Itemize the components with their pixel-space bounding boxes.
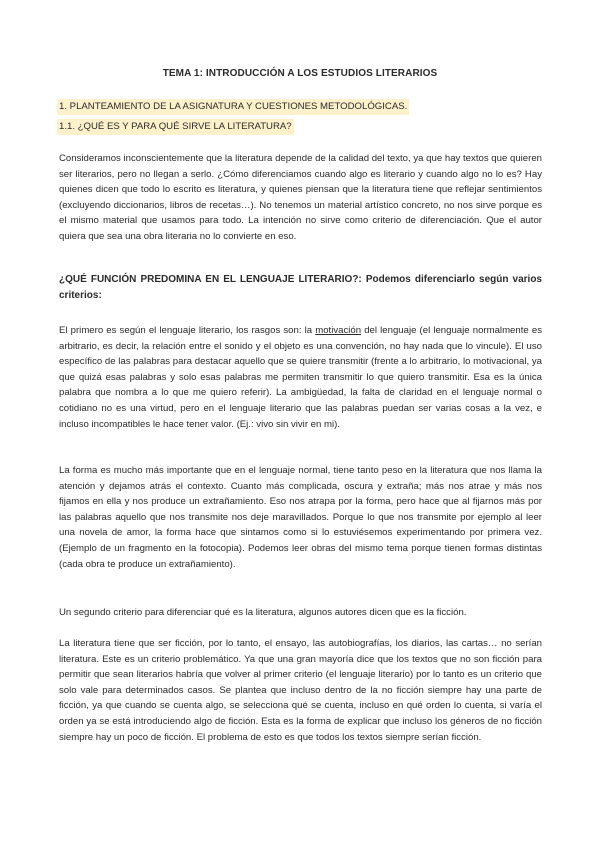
paragraph-text: El primero es según el lenguaje literario, los rasgos son: la <box>59 325 316 336</box>
question-heading: ¿QUÉ FUNCIÓN PREDOMINA EN EL LENGUAJE LITERARIO?: Podemos diferenciarlo según varios criterios: <box>59 274 542 301</box>
paragraph-first-criterion <box>59 323 542 432</box>
paragraph-second-criterion: Un segundo criterio para diferenciar qué es la literatura, algunos autores dicen que es la ficción. <box>59 607 467 618</box>
document-title: TEMA 1: INTRODUCCIÓN A LOS ESTUDIOS LITERARIOS <box>162 68 438 79</box>
paragraph-intro: Consideramos inconscientemente que la literatura depende de la calidad del texto, ya que hay textos que quieren ser literarios, pero no llegan a serlo. ¿Cómo diferenciamos cuando algo es literario y cuando algo no lo es? Hay quienes dicen que todo lo escrito es literatura, y quienes piensan que la literatura tiene que reflejar sentimientos (excluyendo diccionarios, libros de recetas…). No tenemos un material artístico concreto, no nos sirve porque es el mismo material que usamos para todo. La intención no sirve como criterio de diferenciación. Que el autor quiera que sea una obra literaria no lo convierte en eso. <box>59 153 542 242</box>
paragraph-fiction: La literatura tiene que ser ficción, por lo tanto, el ensayo, las autobiografías, los diarios, las cartas… no serían literatura. Este es un criterio problemático. Ya que una gran mayoría dice que los textos que no son ficción para permitir que sean literarios habría que volver al primer criterio (el lenguaje literario) por lo tanto es un criterio que solo vale para determinados casos. Se plantea que incluso dentro de la no ficción siempre hay una parte de ficción, ya que cuando se cuenta algo, se selecciona qué se cuenta, incluso en qué orden lo cuenta, si varía el orden ya se está introduciendo algo de ficción. Esta es la forma de explicar que incluso los géneros de no ficción siempre hay un poco de ficción. El problema de esto es que todos los textos siempre serían ficción. <box>59 638 542 743</box>
section-heading: 1. PLANTEAMIENTO DE LA ASIGNATURA Y CUESTIONES METODOLÓGICAS. <box>57 99 409 115</box>
subsection-heading: 1.1. ¿QUÉ ES Y PARA QUÉ SIRVE LA LITERATURA? <box>57 119 294 135</box>
underlined-term: motivación <box>315 325 362 336</box>
paragraph-text: del lenguaje (el lenguaje normalmente es arbitrario, es decir, la relación entre el sonido y el objeto es una convención, no hay nada que lo vincule). El uso específico de las palabras para destacar aquello que se quiere transmitir (frente a lo arbitrario, lo motivacional, ya que quizá esas palabras y solo esas palabras me permiten transmitir lo que quiero transmitir. Esa es la única palabra que nombra a lo que me quiero referir). La ambigüedad, la falta de claridad en el lenguaje normal o cotidiano no es una virtud, pero en el lenguaje literario que las palabras puedan ser varias cosas a la vez, e incluso incompatibles le hace tener valor. (Ej.: vivo sin vivir en mi). <box>59 325 542 430</box>
paragraph-form: La forma es mucho más importante que en el lenguaje normal, tiene tanto peso en la literatura que nos llama la atención y dejamos atrás el contexto. Cuanto más complicada, oscura y extraña; más nos atrae y más nos fijamos en ella y nos produce un extrañamiento. Eso nos atrapa por la forma, pero hace que al fijarnos más por las palabras aquello que nos transmite nos deje maravillados. Porque lo que nos transmite por ejemplo al leer una novela de amor, la forma hace que sintamos como si lo estuviésemos experimentando por primera vez. (Ejemplo de un fragmento en la fotocopia). Podemos leer obras del mismo tema porque tienen formas distintas (cada obra te produce un extrañamiento). <box>59 465 542 570</box>
